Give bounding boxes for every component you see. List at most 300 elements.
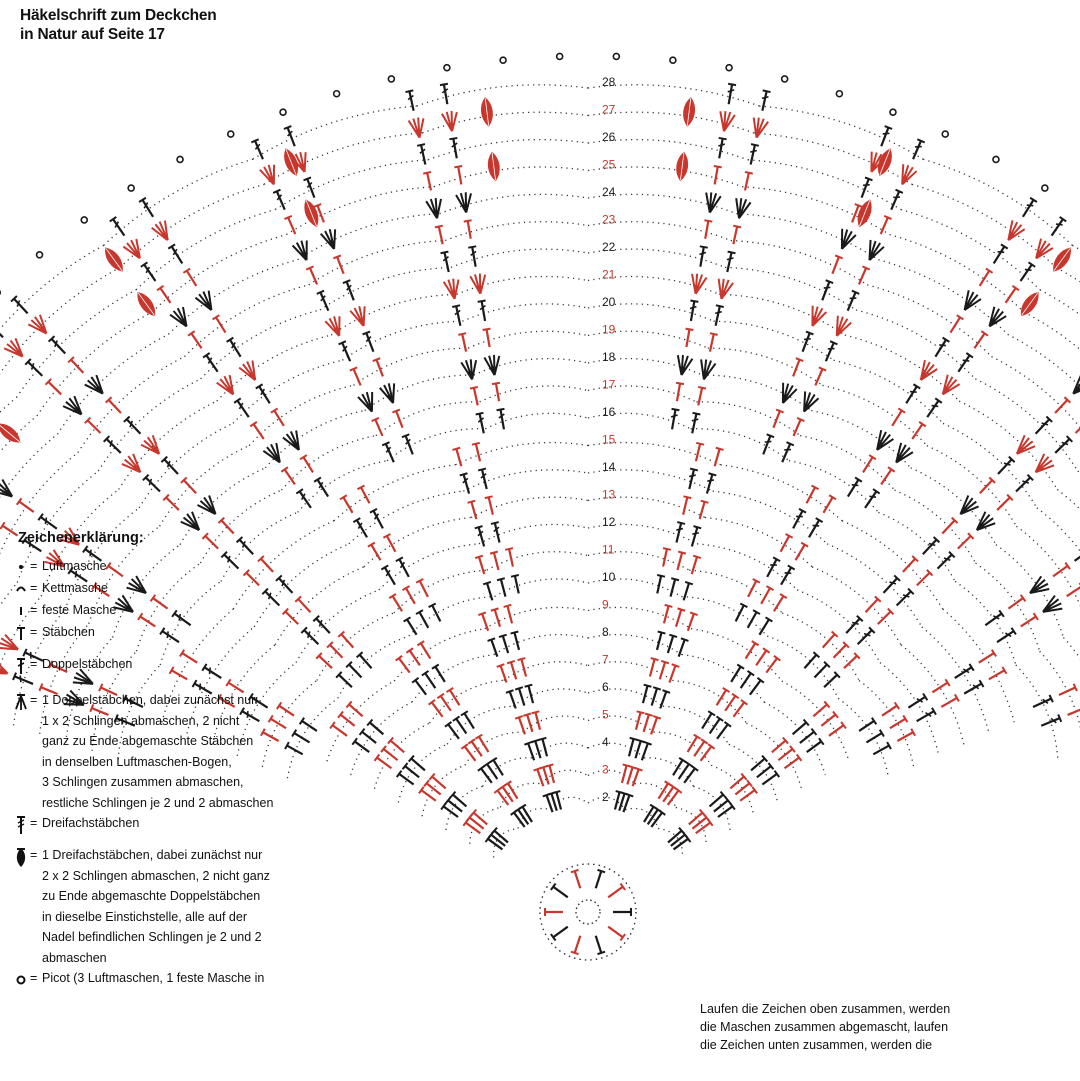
stitch-mark <box>799 332 814 354</box>
stitch-mark <box>1040 714 1062 729</box>
stitch-mark <box>827 722 846 739</box>
legend-item <box>12 813 342 835</box>
stitch-mark <box>491 608 504 628</box>
stitch-mark <box>505 548 517 567</box>
chain-arc <box>943 609 1014 722</box>
legend-item <box>12 556 342 578</box>
chain-arc <box>1037 508 1080 610</box>
stitch-mark <box>1026 576 1051 600</box>
chain-arc <box>719 294 845 335</box>
round-number: 20 <box>602 295 616 309</box>
legend-equals: = <box>30 848 38 862</box>
stitch-mark <box>426 197 445 220</box>
stitch-mark <box>273 190 288 212</box>
stitch-mark <box>123 237 147 262</box>
round-number: 23 <box>602 212 616 227</box>
stitch-mark <box>1030 238 1054 263</box>
stitch-mark <box>1052 436 1072 456</box>
chain-arc <box>320 267 451 310</box>
stitch-mark <box>417 641 433 661</box>
chain-arc <box>0 268 120 379</box>
chain-arc <box>867 285 991 357</box>
stitch-mark <box>687 301 698 322</box>
stitch-mark <box>730 700 747 719</box>
picot-mark <box>670 57 676 63</box>
stitch-mark <box>831 642 849 661</box>
stitch-mark <box>163 495 181 513</box>
stitch-mark <box>483 582 496 602</box>
stitch-mark <box>49 336 69 356</box>
stitch-mark <box>545 908 563 916</box>
stitch-mark <box>750 117 769 140</box>
stitch-mark <box>389 594 405 614</box>
stitch-mark <box>955 533 973 551</box>
chain-arc <box>331 294 457 335</box>
chain-arc <box>233 360 342 423</box>
stitch-mark <box>121 453 146 478</box>
stitch-mark <box>195 289 218 314</box>
stitch-mark <box>995 628 1016 646</box>
stitch-mark <box>468 501 481 521</box>
stitch-mark <box>85 418 103 436</box>
stitch-mark <box>778 565 795 586</box>
stitch-mark <box>894 589 914 609</box>
stitch-mark <box>515 716 529 736</box>
stitch-mark <box>1006 595 1025 612</box>
stitch-mark <box>490 758 506 778</box>
round-number: 17 <box>602 377 616 392</box>
stitch-mark <box>458 333 470 352</box>
stitch-mark <box>25 359 45 379</box>
stitch-mark <box>862 489 880 510</box>
picot-mark <box>228 131 234 137</box>
stitch-mark <box>675 354 693 376</box>
stitch-mark <box>453 448 466 468</box>
stitch-mark <box>0 320 6 340</box>
stitch-mark <box>915 708 936 725</box>
stitch-mark <box>888 190 903 212</box>
stitch-mark <box>367 719 386 737</box>
stitch-mark <box>106 397 124 416</box>
legend-item-label: Kettmasche <box>42 581 109 595</box>
stitch-mark <box>841 653 860 671</box>
stitch-mark <box>62 395 87 420</box>
legend-equals: = <box>30 971 38 985</box>
stitch-mark <box>656 661 669 681</box>
stitch-mark <box>454 166 465 185</box>
stitch-mark <box>592 870 605 890</box>
stitch-mark <box>688 526 701 547</box>
legend-item-label: Dreifachstäbchen <box>42 816 140 830</box>
stitch-mark <box>375 754 394 771</box>
stitch-mark <box>673 522 685 543</box>
stitch-mark <box>932 338 949 359</box>
chain-arc <box>445 222 588 241</box>
stitch-mark <box>984 306 1008 331</box>
stitch-mark <box>939 694 959 710</box>
stitch-mark <box>732 604 747 624</box>
stitch-mark <box>284 216 298 236</box>
stitch-mark <box>161 457 181 477</box>
stitch-mark <box>906 694 927 712</box>
cluster-triple-icon <box>12 845 30 867</box>
stitch-mark <box>860 455 876 475</box>
chain-arc <box>731 241 867 285</box>
stitch-mark <box>1002 219 1025 244</box>
legend-item-label: Luftmasche <box>42 559 107 573</box>
cluster-mark <box>0 420 23 446</box>
chain-arc <box>365 375 474 410</box>
stitch-mark <box>812 367 826 387</box>
stitch-mark <box>140 434 165 459</box>
stitch-mark <box>571 935 584 955</box>
picot-mark <box>128 185 134 191</box>
stitch-mark <box>935 552 955 572</box>
chain-arc <box>428 140 588 160</box>
stitch-mark <box>352 738 371 755</box>
stitch-mark <box>703 192 721 214</box>
picot-mark <box>280 109 286 115</box>
stitch-mark <box>325 314 347 338</box>
stitch-mark <box>188 331 205 350</box>
stitch-mark <box>770 410 784 430</box>
stitch-mark <box>987 667 1007 683</box>
stitch-mark <box>373 358 387 378</box>
stitch-mark <box>811 701 830 719</box>
stitch-mark <box>664 635 677 655</box>
round-number: 12 <box>602 515 616 529</box>
picot-mark <box>37 252 43 258</box>
stitch-mark <box>696 246 707 267</box>
stitch-mark <box>282 429 305 454</box>
legend-heading: Zeichenerklärung: <box>18 530 144 546</box>
stitch-mark <box>789 358 803 378</box>
stitch-mark <box>402 434 417 456</box>
stitch-mark <box>806 305 827 329</box>
chain-arc <box>17 290 136 398</box>
stitch-mark <box>497 578 509 597</box>
stitch-mark <box>855 627 875 647</box>
stitch-mark <box>343 280 358 302</box>
stitch-mark <box>741 172 753 191</box>
stitch-mark <box>829 255 843 275</box>
chain-arc <box>160 446 250 527</box>
stitch-mark <box>4 337 29 362</box>
picot-mark <box>613 53 619 59</box>
round-number-labels <box>602 75 616 804</box>
stitch-mark <box>392 410 406 430</box>
foundation-ring <box>576 900 600 924</box>
stitch-mark <box>693 819 712 836</box>
stitch-mark <box>688 556 701 576</box>
round-number: 24 <box>602 185 616 199</box>
chain-arc <box>812 567 901 645</box>
chain-arc <box>338 636 409 698</box>
stitch-mark <box>422 671 439 690</box>
stitch-mark <box>504 605 516 624</box>
chain-arc <box>309 241 445 285</box>
stitch-mark <box>903 384 920 405</box>
chain-arc <box>959 401 1057 489</box>
stitch-mark <box>213 315 229 335</box>
stitch-mark <box>822 341 837 363</box>
stitch-mark <box>143 475 163 495</box>
stitch-mark <box>659 548 671 567</box>
stitch-mark <box>797 729 816 746</box>
stitch-mark <box>871 742 891 758</box>
stitch-mark <box>239 359 262 384</box>
stitch-mark <box>181 477 199 496</box>
legend-item-label: Stäbchen <box>42 625 95 639</box>
chain-arc <box>200 490 281 563</box>
stitch-mark <box>46 379 64 397</box>
stitch-mark <box>729 226 741 245</box>
stitch-mark <box>1013 475 1033 495</box>
chain-arc <box>37 312 152 416</box>
stitch-mark <box>725 84 736 105</box>
chain-arc <box>1008 334 1080 434</box>
cluster-mark <box>480 97 494 126</box>
stitch-mark <box>1052 397 1070 416</box>
chain-arc <box>943 423 1037 507</box>
stitch-mark <box>1031 453 1056 478</box>
chain-arc <box>180 468 265 545</box>
legend-item-label: Picot (3 Luftmaschen, 1 feste Masche in <box>42 971 265 985</box>
round-number: 25 <box>602 157 616 172</box>
stitch-mark <box>920 537 940 557</box>
stitch-mark <box>881 575 900 595</box>
stitch-mark <box>632 711 644 730</box>
stitch-mark <box>712 305 724 326</box>
stitch-mark <box>551 883 570 900</box>
stitch-mark <box>511 575 523 594</box>
stitch-mark <box>396 557 412 578</box>
chain-arc <box>767 636 838 698</box>
chain-arc <box>120 184 264 267</box>
stitch-mark <box>141 262 159 283</box>
stitch-mark <box>346 701 365 719</box>
round-number: 22 <box>602 240 616 254</box>
stitch-mark <box>468 246 479 267</box>
round-number: 18 <box>602 350 616 364</box>
stitch-mark <box>858 177 873 199</box>
stitch-mark <box>28 313 53 338</box>
chain-arc <box>1057 489 1080 596</box>
stitch-mark <box>758 586 774 606</box>
legend-item-label: 1 Doppelstäbchen, dabei zunächst nur 1 x 2 Schlingen abmaschen, 2 nicht ganz zu Ende abgemaschte Stäbchen in denselben Luftmaschen-Bogen, 3 Schlingen zusammen abmaschen, restliche Schlingen je 2 und 2 abmaschen <box>42 693 274 810</box>
stitch-mark <box>499 635 512 655</box>
stitch-mark <box>0 478 17 502</box>
stitch-mark <box>983 610 1004 628</box>
picot-mark <box>1042 185 1048 191</box>
stitch-mark <box>682 329 693 348</box>
stitch-mark <box>890 442 914 467</box>
single-crochet-icon <box>12 600 30 622</box>
stitch-mark <box>17 498 36 515</box>
picot-mark <box>334 91 340 97</box>
stitch-mark <box>227 338 244 359</box>
stitch-mark <box>491 522 503 543</box>
stitch-mark <box>370 509 386 530</box>
legend-equals: = <box>30 559 38 573</box>
stitch-mark <box>689 273 707 295</box>
double-crochet-icon <box>12 622 30 644</box>
cluster-mark <box>675 152 689 181</box>
picot-mark <box>557 53 563 59</box>
legend <box>12 556 342 990</box>
stitch-mark <box>416 579 431 599</box>
stitch-mark <box>756 617 772 637</box>
stitch-mark <box>1057 684 1077 699</box>
stitch-mark <box>685 469 697 490</box>
stitch-mark <box>506 690 520 710</box>
stitch-mark <box>930 679 949 695</box>
stitch-mark <box>441 803 460 820</box>
stitch-mark <box>803 486 819 506</box>
stitch-mark <box>771 594 787 614</box>
stitch-mark <box>396 656 413 675</box>
stitch-mark <box>889 408 905 428</box>
stitch-mark <box>250 422 267 441</box>
stitch-mark <box>505 781 521 801</box>
stitch-mark <box>1002 286 1019 305</box>
chain-arc <box>417 85 588 106</box>
stitch-mark <box>680 582 693 602</box>
stitch-mark <box>707 792 726 810</box>
stitch-mark <box>723 252 735 273</box>
chain-arc <box>0 397 17 527</box>
legend-equals: = <box>30 693 38 707</box>
chain-arc <box>0 453 78 569</box>
cluster-mark <box>682 97 696 126</box>
stitch-mark <box>320 227 341 251</box>
stitch-mark <box>924 398 942 419</box>
stitch-mark <box>314 478 331 499</box>
stitch-mark <box>271 408 287 428</box>
legend-item-label: Doppelstäbchen <box>42 657 133 671</box>
stitch-mark <box>234 398 252 419</box>
stitch-mark <box>339 341 354 363</box>
stitch-mark <box>515 687 528 707</box>
stitch-mark <box>306 266 320 286</box>
chain-arc <box>759 106 923 159</box>
triple-treble-icon <box>12 813 30 835</box>
stitch-mark <box>139 198 156 219</box>
stitch-mark <box>806 518 823 539</box>
stitch-mark <box>442 110 460 132</box>
stitch-mark <box>259 163 281 187</box>
stitch-mark <box>684 612 698 632</box>
stitch-mark <box>713 688 729 708</box>
stitch-mark <box>381 565 398 586</box>
chain-arc <box>468 331 588 348</box>
stitch-mark <box>350 367 364 387</box>
round-number: 2 <box>602 790 609 804</box>
round-number: 16 <box>602 405 616 419</box>
stitch-mark <box>896 163 918 187</box>
cluster-mark <box>134 290 159 319</box>
legend-item <box>12 578 342 600</box>
chain-arc <box>714 321 834 360</box>
chain-arc <box>275 160 428 210</box>
stitch-mark <box>441 252 453 273</box>
stitch-mark <box>660 605 672 624</box>
chain-arc <box>298 214 440 260</box>
stitch-mark <box>900 556 918 575</box>
chain-arc <box>1016 665 1058 759</box>
stitch-mark <box>1017 262 1035 283</box>
stitch-mark <box>759 434 774 456</box>
stitch-mark <box>909 139 924 161</box>
stitch-mark <box>744 610 760 630</box>
chain-arc <box>253 106 417 159</box>
chain-arc <box>702 375 811 410</box>
chain-arc <box>901 209 1040 289</box>
stitch-mark <box>855 266 869 286</box>
chain-arc <box>104 159 253 245</box>
chain-arc <box>696 402 800 436</box>
stitch-mark <box>875 609 893 627</box>
stitch-mark <box>1068 374 1080 399</box>
picot-mark <box>444 65 450 71</box>
stitch-mark <box>758 90 770 111</box>
stitch-mark <box>304 177 319 199</box>
stitch-mark <box>446 797 465 814</box>
stitch-mark <box>353 518 370 539</box>
stitch-mark <box>728 664 744 684</box>
stitch-mark <box>464 220 475 239</box>
chain-arc <box>354 348 469 385</box>
stitch-mark <box>388 738 407 756</box>
stitch-mark <box>701 220 712 239</box>
stitch-mark <box>939 518 957 537</box>
stitch-mark <box>317 291 332 313</box>
chain-arc <box>342 321 462 360</box>
stitch-mark <box>292 239 314 263</box>
stitch-mark <box>511 631 523 650</box>
stitch-mark <box>895 729 915 745</box>
stitch-mark <box>104 436 124 456</box>
stitch-mark <box>871 429 894 454</box>
stitch-mark <box>357 652 375 671</box>
round-number: 13 <box>602 487 616 502</box>
chain-arc <box>992 357 1080 453</box>
cluster-mark <box>1017 290 1042 319</box>
chain-arc <box>462 304 588 321</box>
stitch-mark <box>819 280 834 302</box>
stitch-mark <box>203 353 221 374</box>
chain-arc <box>838 698 888 778</box>
legend-equals: = <box>30 625 38 639</box>
stitch-mark <box>606 883 625 900</box>
stitch-mark <box>995 457 1015 477</box>
stitch-mark <box>880 702 899 719</box>
stitch-mark <box>300 455 316 475</box>
stitch-mark <box>937 374 961 399</box>
stitch-mark <box>381 746 400 763</box>
stitch-mark <box>711 797 730 814</box>
round-number: 15 <box>602 432 616 447</box>
stitch-mark <box>877 216 891 236</box>
stitch-mark <box>835 228 856 252</box>
stitch-mark <box>790 719 809 737</box>
stitch-mark <box>256 384 273 405</box>
legend-equals: = <box>30 581 38 595</box>
stitch-mark <box>776 746 795 763</box>
legend-equals: = <box>30 816 38 830</box>
chain-arc <box>451 249 588 267</box>
chain-arc <box>996 545 1063 638</box>
